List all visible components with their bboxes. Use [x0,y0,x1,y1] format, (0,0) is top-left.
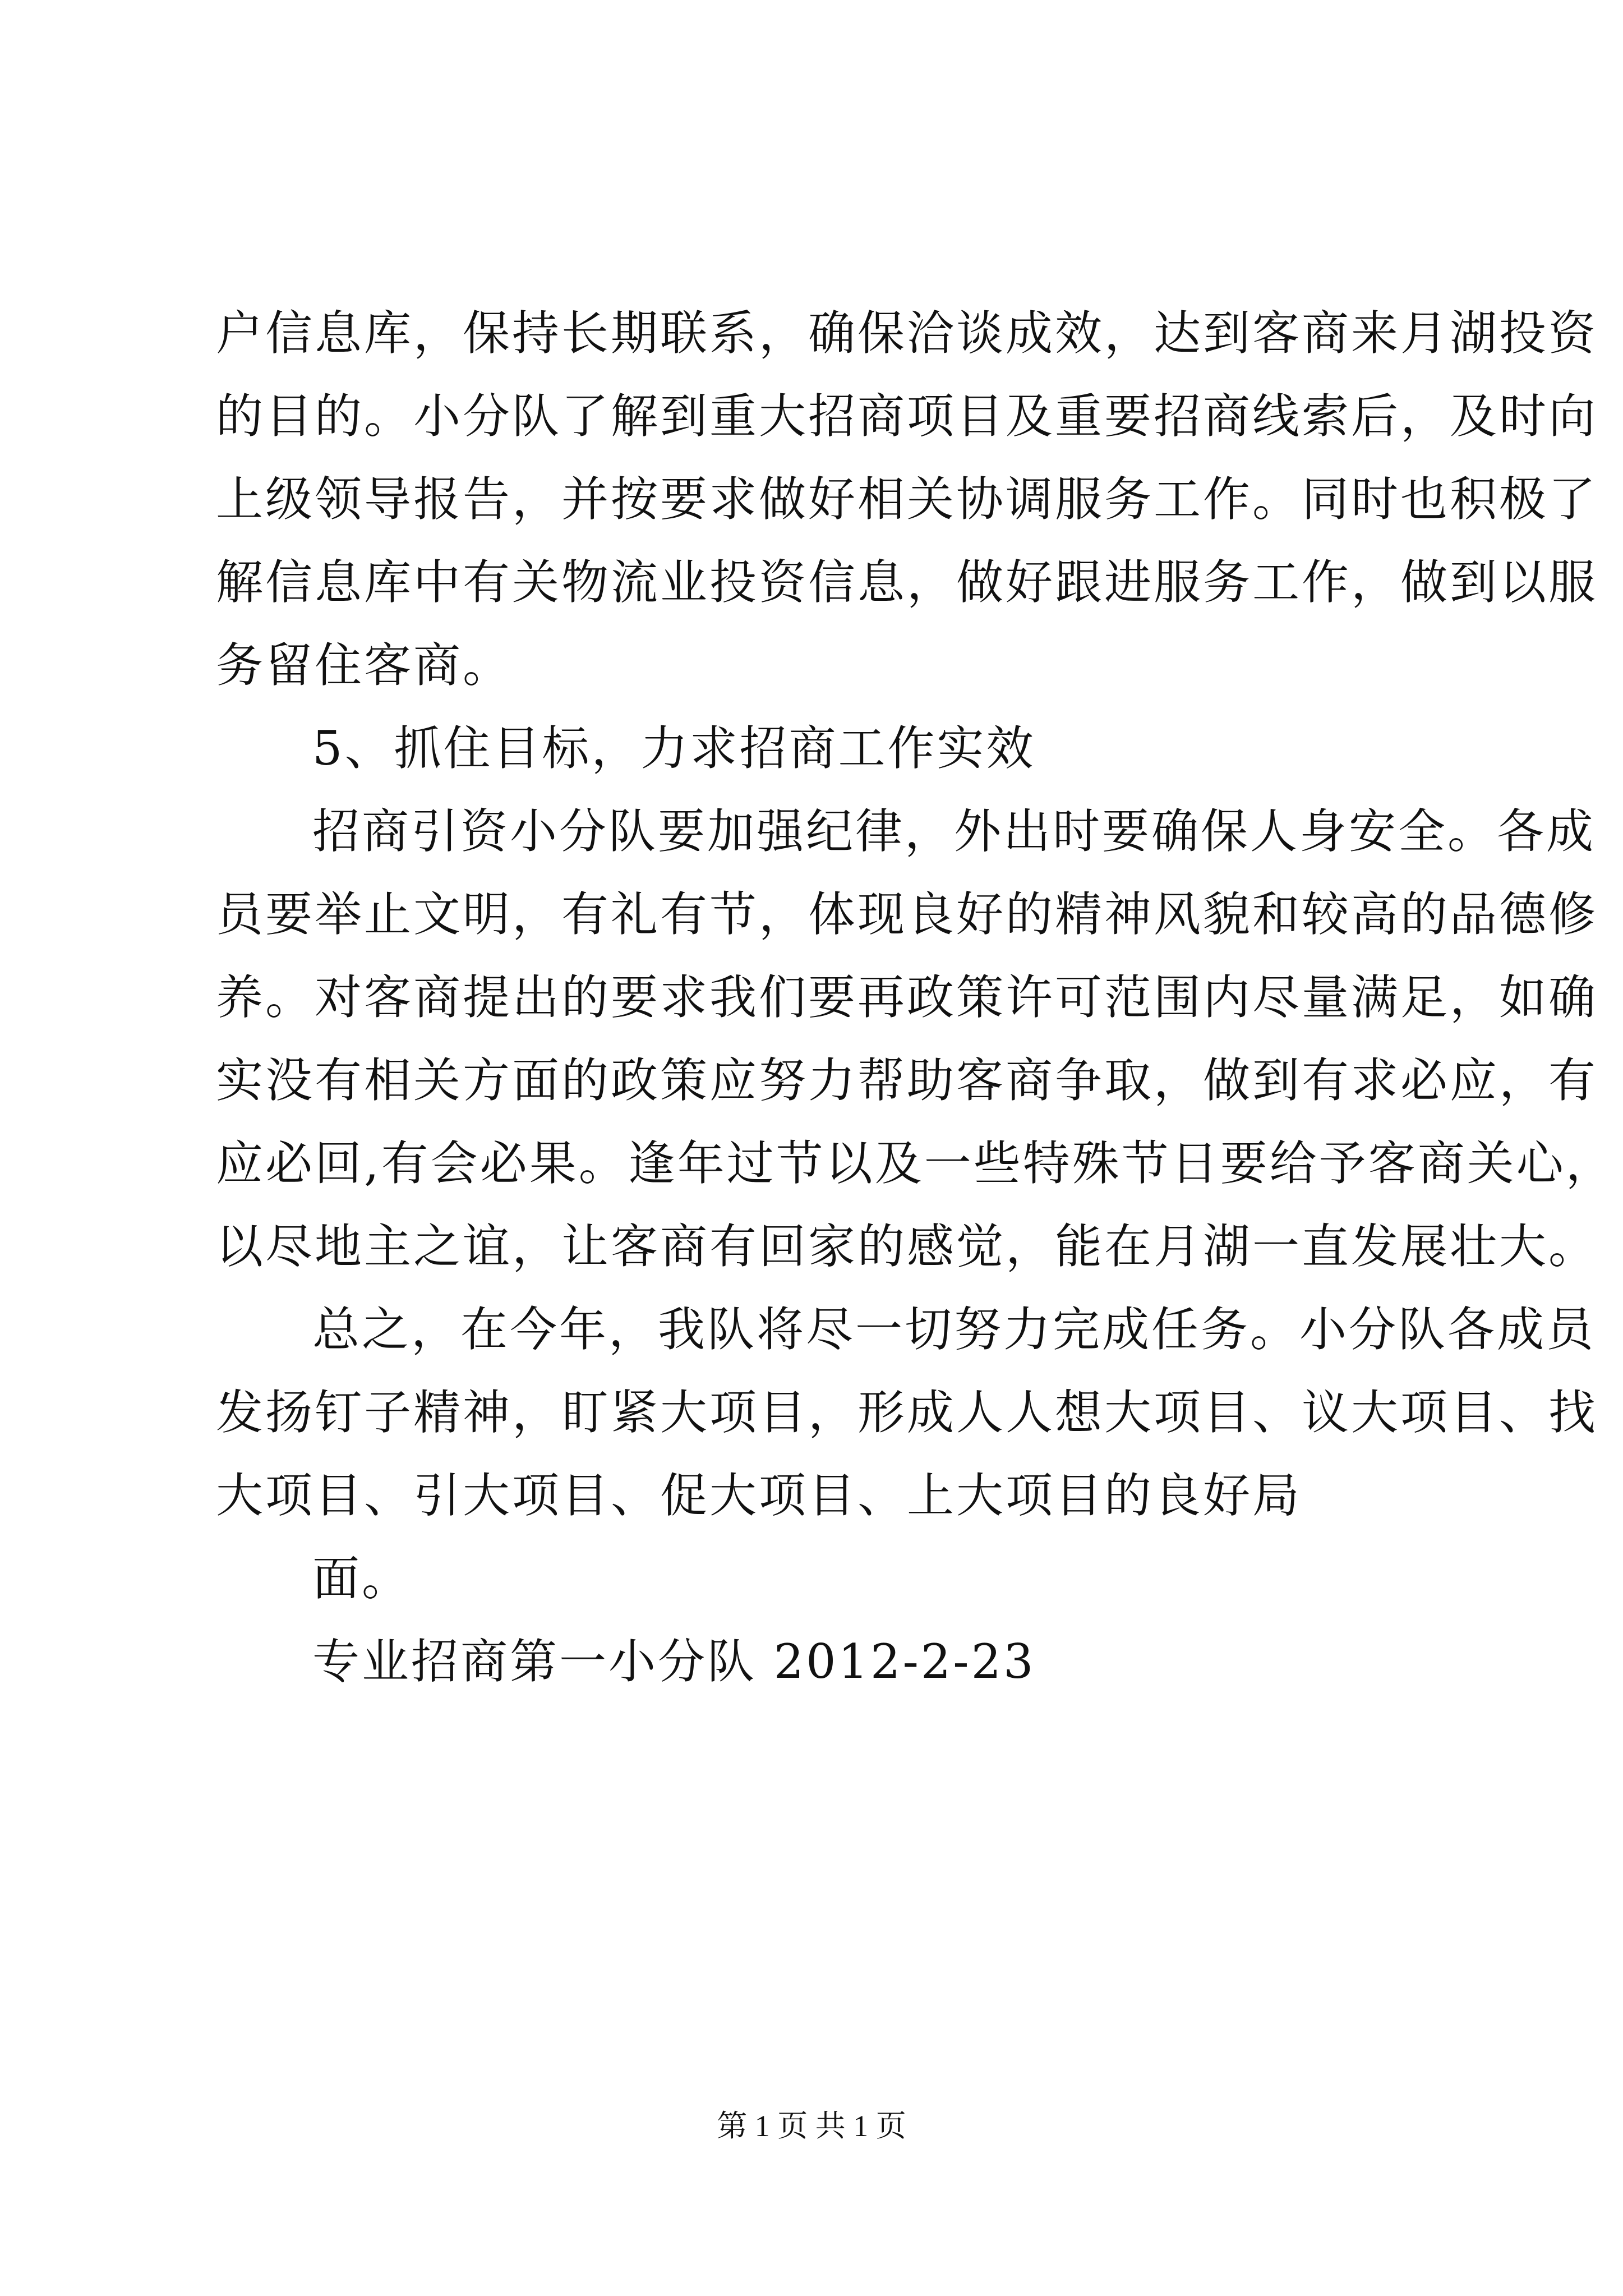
paragraph-line: 大项目、引大项目、促大项目、上大项目的良好局 [216,1468,1302,1523]
paragraph-line: 务留住客商。 [216,638,513,693]
section-heading: 5、抓住目标，力求招商工作实效 [312,721,1036,776]
paragraph-line: 员要举止文明，有礼有节，体现良好的精神风貌和较高的品德修 [216,887,1598,942]
paragraph-line: 以尽地主之谊，让客商有回家的感觉，能在月湖一直发展壮大。 [216,1219,1598,1274]
paragraph-line: 解信息库中有关物流业投资信息，做好跟进服务工作，做到以服 [216,555,1598,610]
signature-line: 专业招商第一小分队 2012-2-23 [312,1634,1036,1689]
paragraph-line: 发扬钉子精神，盯紧大项目，形成人人想大项目、议大项目、找 [216,1385,1598,1440]
paragraph-line: 面。 [312,1551,412,1606]
page-number-footer: 第 1 页 共 1 页 [717,2109,906,2143]
paragraph-line: 户信息库，保持长期联系，确保洽谈成效，达到客商来月湖投资 [216,306,1598,361]
paragraph-line: 的目的。小分队了解到重大招商项目及重要招商线索后，及时向 [216,389,1598,444]
paragraph-line: 招商引资小分队要加强纪律，外出时要确保人身安全。各成 [312,804,1596,859]
paragraph-line: 实没有相关方面的政策应努力帮助客商争取，做到有求必应，有 [216,1053,1598,1108]
paragraph-line: 总之，在今年，我队将尽一切努力完成任务。小分队各成员 [312,1302,1596,1357]
body-text [216,292,1615,1703]
paragraph-line: 上级领导报告，并按要求做好相关协调服务工作。同时也积极了 [216,472,1598,527]
paragraph-line: 养。对客商提出的要求我们要再政策许可范围内尽量满足，如确 [216,970,1598,1025]
paragraph-line: 应必回,有会必果。逢年过节以及一些特殊节日要给予客商关心， [216,1136,1615,1191]
